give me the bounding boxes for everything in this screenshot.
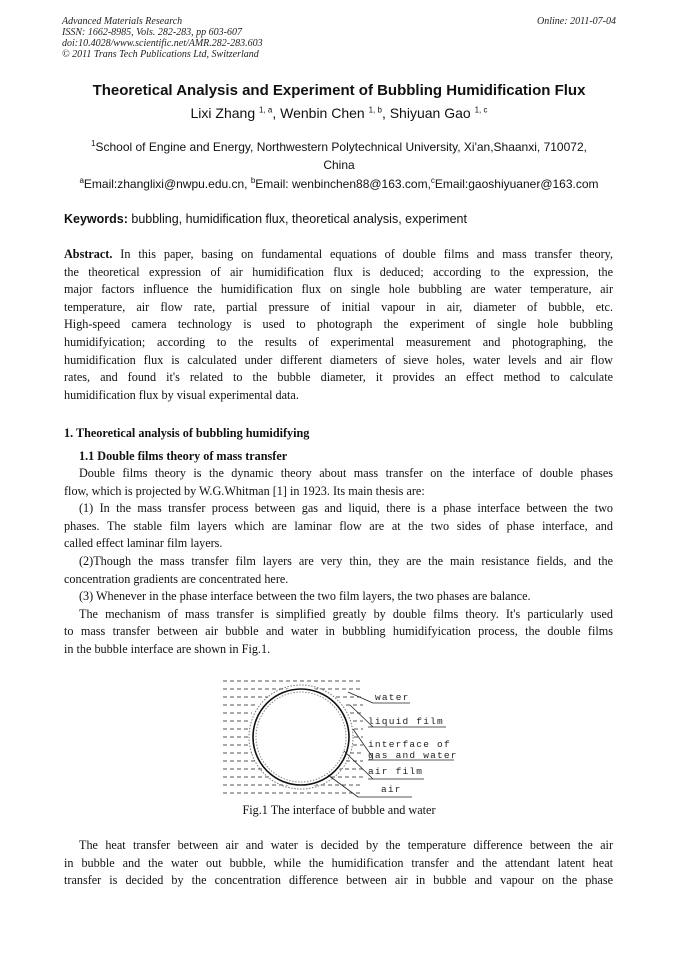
abstract-line: humidification flux is calculated under different diameters of sieve holes, water levels and air flow xyxy=(64,352,613,367)
label-interface-line2: gas and water xyxy=(368,750,458,761)
email-address: Email:zhanglixi@nwpu.edu.cn, xyxy=(83,177,251,191)
abstract-line: the theoretical expression of air humidification flux is deduced; according to the expression, the xyxy=(64,264,613,279)
abstract-line: rates, and found it's related to the bubble diameter, it provides an effect method to calculate xyxy=(64,370,613,385)
email-address: Email: wenbinchen88@163.com, xyxy=(255,177,431,191)
author-separator: , xyxy=(272,105,281,121)
abstract xyxy=(64,246,613,404)
body-line: in the bubble interface are shown in Fig.1. xyxy=(64,641,271,656)
body-line: The mechanism of mass transfer is simplified greatly by double films theory. It's particularly used xyxy=(79,606,613,621)
keywords xyxy=(64,212,467,226)
body-line: concentration gradients are concentrated here. xyxy=(64,571,289,586)
author-name: Wenbin Chen xyxy=(280,105,369,121)
author-affiliation-mark: 1, b xyxy=(368,105,382,115)
author-affiliation-mark: 1, c xyxy=(474,105,488,115)
body-line: in bubble and the water out bubble, while the humidification transfer and the attendant latent heat xyxy=(64,855,613,870)
doi-line: doi:10.4028/www.scientific.net/AMR.282-283.603 xyxy=(62,38,263,49)
body-line: (1) In the mass transfer process between gas and liquid, there is a phase interface between the two xyxy=(79,501,613,516)
closing-paragraph xyxy=(64,837,613,890)
email-mark: b xyxy=(250,176,256,185)
body-line: flow, which is projected by W.G.Whitman [1] in 1923. Its main thesis are: xyxy=(64,483,425,498)
affiliation-line: School of Engine and Energy, Northwestern Polytechnical University, Xi'an,Shaanxi, 710072, xyxy=(95,140,587,154)
email-mark: a xyxy=(79,176,84,185)
keywords-label: Keywords: xyxy=(64,212,128,226)
label-air: air xyxy=(381,784,402,795)
subsection-heading: 1.1 Double films theory of mass transfer xyxy=(79,449,288,463)
abstract-line: humidifyication; according to the results of experimental measurement and photographing, the xyxy=(64,334,613,349)
body-line: phases. The stable film layers which are laminar flow are at the two sides of phase interface, and xyxy=(64,518,613,533)
author-affiliation-mark: 1, a xyxy=(259,105,273,115)
abstract-line: humidification flux by visual experimental data. xyxy=(64,387,299,402)
section-body xyxy=(64,465,613,659)
affiliation xyxy=(0,138,678,174)
author-separator: , xyxy=(381,105,390,121)
body-line: The heat transfer between air and water is decided by the temperature difference between the air xyxy=(79,838,613,852)
journal-name: Advanced Materials Research xyxy=(62,16,183,27)
issn-line: ISSN: 1662-8985, Vols. 282-283, pp 603-607 xyxy=(62,27,242,38)
figure-caption: Fig.1 The interface of bubble and water xyxy=(242,803,436,817)
email-address: Email:gaoshiyuaner@163.com xyxy=(434,177,599,191)
body-line: transfer is decided by the concentration difference between air in bubble and vapour on the phase xyxy=(64,873,613,888)
email-mark: c xyxy=(430,176,435,185)
abstract-label: Abstract. xyxy=(64,247,113,261)
label-air-film: air film xyxy=(368,766,424,777)
author-name: Shiyuan Gao xyxy=(389,105,475,121)
figure-1 xyxy=(218,674,463,800)
body-line: to mass transfer between air bubble and water in bubbling humidifyication process, the double films xyxy=(64,624,613,639)
label-water: water xyxy=(375,692,410,703)
abstract-line: temperature, air flow rate, partial pressure of initial vapour in air, diameter of bubble, etc. xyxy=(64,299,613,314)
body-line: called effect laminar film layers. xyxy=(64,536,223,551)
abstract-line: major factors influence the humidification flux on single hole bubbling are water temperature, air xyxy=(64,282,613,297)
page-header xyxy=(62,16,263,60)
abstract-line: In this paper, basing on fundamental equations of double films and mass transfer theory, xyxy=(112,247,613,261)
email-line xyxy=(0,175,678,193)
author-name: Lixi Zhang xyxy=(190,105,259,121)
bubble-interface-diagram xyxy=(218,674,463,800)
label-interface-line1: interface of xyxy=(368,739,451,750)
affiliation-country: China xyxy=(323,158,355,172)
body-line: Double films theory is the dynamic theory about mass transfer on the interface of double phases xyxy=(79,466,613,480)
label-liquid-film: liquid film xyxy=(368,716,444,727)
keywords-text: bubbling, humidification flux, theoretical analysis, experiment xyxy=(127,212,467,226)
body-line: (3) Whenever in the phase interface between the two film layers, the two phases are balance. xyxy=(79,589,531,604)
abstract-line: High-speed camera technology is used to photograph the experiment of single hole bubbling xyxy=(64,317,613,332)
section-heading: 1. Theoretical analysis of bubbling humidifying xyxy=(64,426,310,440)
paper-title: Theoretical Analysis and Experiment of Bubbling Humidification Flux xyxy=(92,82,586,99)
copyright-line: © 2011 Trans Tech Publications Ltd, Switzerland xyxy=(62,49,259,60)
affiliation-mark: 1 xyxy=(91,139,96,148)
body-line: (2)Though the mass transfer film layers are very thin, they are the main resistance fields, and the xyxy=(79,553,613,568)
online-date: Online: 2011-07-04 xyxy=(537,16,616,27)
author-list xyxy=(0,105,678,121)
